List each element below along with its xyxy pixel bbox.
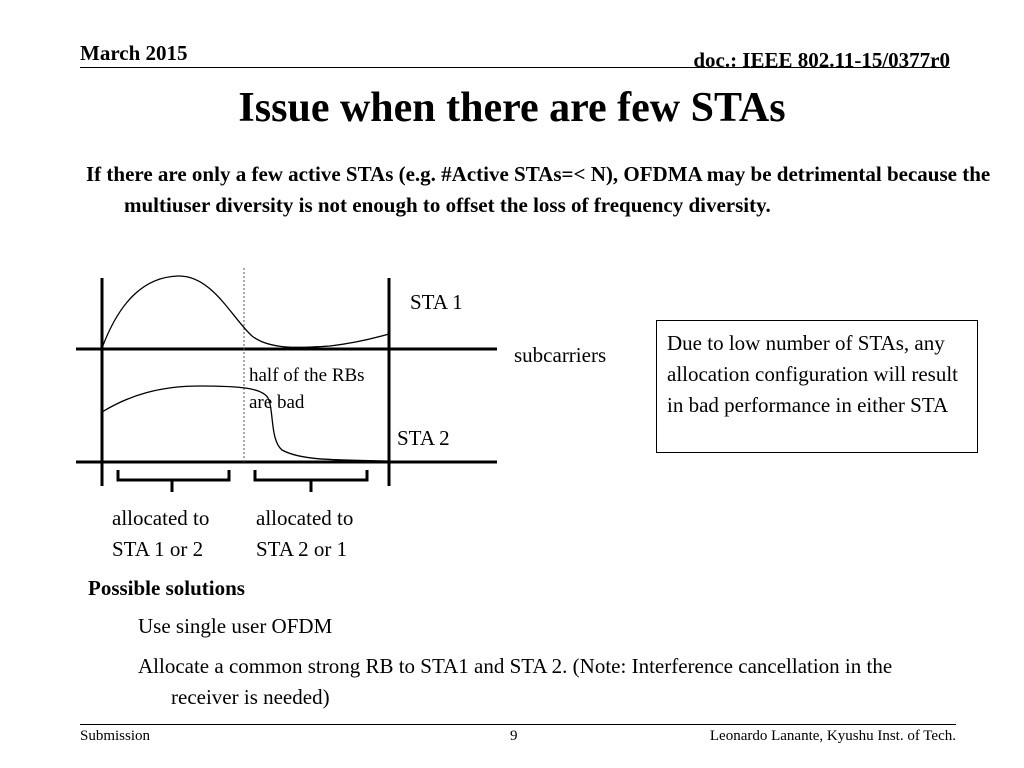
slide-title: Issue when there are few STAs — [238, 85, 786, 131]
left-allocation-brace — [118, 470, 229, 492]
alloc-left-line2: STA 1 or 2 — [112, 537, 204, 561]
alloc-right-line1: allocated to — [256, 506, 354, 530]
bad-rbs-label-line1: half of the RBs — [249, 365, 365, 386]
solution-item: Use single user OFDM — [138, 614, 333, 638]
sta2-channel-curve — [102, 386, 389, 461]
header-doc-id: doc.: IEEE 802.11-15/0377r0 — [693, 48, 950, 72]
alloc-right-line2: STA 2 or 1 — [256, 537, 348, 561]
intro-paragraph: If there are only a few active STAs (e.g. #Active STAs=< N), OFDMA may be detrimental because the multiuser diversity is not enough to offset the loss of frequency diversity. — [86, 162, 991, 217]
sta1-channel-curve — [102, 276, 389, 348]
bad-rbs-label-line2: are bad — [249, 392, 305, 413]
subcarriers-label: subcarriers — [514, 343, 607, 367]
footer-author: Leonardo Lanante, Kyushu Inst. of Tech. — [709, 728, 956, 744]
note-box: Due to low number of STAs, any allocation configuration will result in bad performance in either STA — [656, 320, 978, 453]
footer-submission: Submission — [80, 728, 151, 744]
header-date: March 2015 — [80, 41, 188, 65]
footer-divider — [80, 724, 956, 725]
sta2-label: STA 2 — [397, 426, 450, 450]
solutions-heading: Possible solutions — [88, 576, 245, 600]
solution-item: Allocate a common strong RB to STA1 and STA 2. (Note: Interference cancellation in the receiver is needed) — [138, 654, 893, 709]
alloc-left-line1: allocated to — [112, 506, 210, 530]
right-allocation-brace — [255, 470, 367, 492]
sta1-label: STA 1 — [410, 290, 463, 314]
footer-page-number: 9 — [510, 728, 518, 744]
